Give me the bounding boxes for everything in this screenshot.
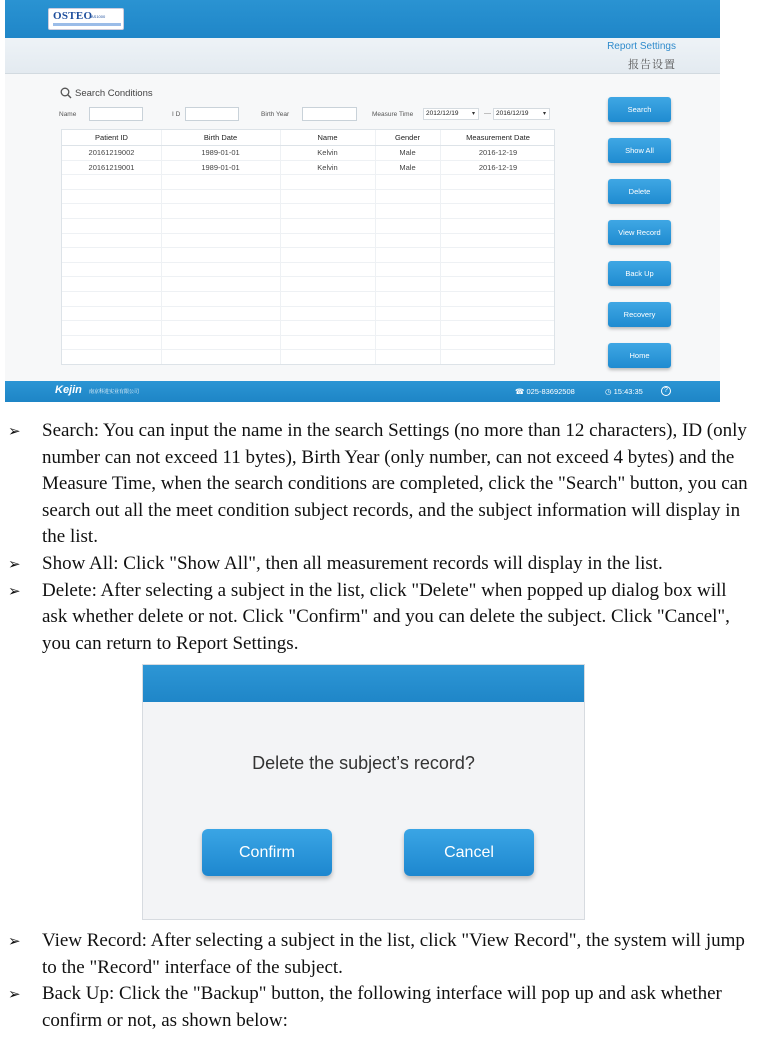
table-row[interactable] [62,204,554,219]
name-label: Name [59,111,77,118]
bullet-search [8,418,748,551]
bullet-view-record-text: View Record: After selecting a subject in the list, click "View Record", the system will jump to the "Record" interface of the subject. [42,930,745,978]
bullet-delete [8,578,748,658]
patient-id-cell: 20161219002 [88,148,135,157]
status-bar [5,381,720,402]
gender-cell: Male [399,148,416,157]
bullet-arrow-icon: ➢ [8,985,21,1004]
column-header[interactable]: Patient ID [95,133,128,142]
column-header[interactable]: Measurement Date [466,133,530,142]
brand-company-name: 南京科进实业有限公司 [89,389,140,395]
logo-tagline-bar [53,23,121,26]
table-row[interactable] [62,336,554,351]
birth-date-cell: 1989-01-01 [201,148,240,157]
logo-text: OSTEO [53,10,93,22]
bullet-arrow-icon: ➢ [8,581,21,600]
page-title: Report Settings [607,41,676,52]
date-separator: — [484,110,491,117]
records-table [61,129,555,365]
view-record-button[interactable]: View Record [608,220,671,245]
instructions-part-2 [8,928,748,1034]
dialog-message: Delete the subject’s record? [252,753,475,773]
id-input[interactable] [185,107,239,121]
bullet-arrow-icon: ➢ [8,422,21,440]
page-header [5,38,720,74]
app-top-bar [5,0,720,38]
column-header[interactable]: Gender [394,133,421,142]
table-row[interactable] [62,234,554,249]
recovery-button[interactable]: Recovery [608,302,671,327]
name-cell: Kelvin [317,148,338,157]
table-row[interactable] [62,161,554,176]
date-to-select[interactable] [493,108,550,120]
phone-number [515,387,575,396]
bullet-back-up-text: Back Up: Click the "Backup" button, the following interface will pop up and ask whether confirm or not, as shown below: [42,983,722,1031]
search-conditions-text: Search Conditions [75,87,153,99]
phone-number-text: 025-83692508 [526,387,575,396]
id-label: I D [172,111,181,118]
date-from-select[interactable] [423,108,479,120]
chevron-down-icon: ▾ [471,111,475,117]
home-button[interactable]: Home [608,343,671,368]
clock-icon: ◷ [605,387,612,396]
table-row[interactable] [62,277,554,292]
bullet-back-up [8,981,748,1034]
birth-date-cell: 1989-01-01 [201,162,240,172]
delete-dialog-screenshot [142,664,585,920]
table-row[interactable] [62,307,554,322]
bullet-show-all-text: Show All: Click "Show All", then all measurement records will display in the list. [42,552,663,574]
bullet-search-text: Search: You can input the name in the search Settings (no more than 12 characters), ID (only number can not exceed 11 bytes), Birth Year (only number, can not exceed 4 bytes) and the Measure Time, when the search conditions are completed, click the "Search" button, you can search out all the meet condition subject records, and the subject information will display in the list. [42,420,748,548]
measurement-date-cell: 2016-12-19 [478,162,518,172]
bullet-arrow-icon: ➢ [8,554,21,573]
bullet-view-record [8,928,748,981]
back-up-button[interactable]: Back Up [608,261,671,286]
help-icon[interactable]: ? [661,386,671,396]
table-row[interactable] [62,146,554,161]
bullet-arrow-icon: ➢ [8,932,21,950]
chevron-down-icon: ▾ [542,111,546,117]
table-row[interactable] [62,248,554,263]
date-from-value: 2012/12/19 [426,110,459,117]
table-header [62,130,554,146]
osteo-logo [48,8,124,30]
column-header[interactable]: Birth Date [203,133,238,142]
table-row[interactable] [62,321,554,336]
name-input[interactable] [89,107,143,121]
measurement-date-cell: 2016-12-19 [478,148,518,157]
clock-time: 15:43:35 [613,387,643,396]
clock [605,387,643,396]
name-cell: Kelvin [317,162,338,172]
search-icon [60,87,72,99]
brand-logo: Kejin [55,384,82,396]
table-row[interactable] [62,219,554,234]
cancel-button[interactable]: Cancel [404,829,534,876]
instructions-part-1 [8,418,748,657]
logo-model: AS1000 [91,14,106,19]
date-to-value: 2016/12/19 [496,110,529,117]
birth-year-label: Birth Year [261,111,290,118]
table-row[interactable] [62,292,554,307]
confirm-button[interactable]: Confirm [202,829,332,876]
patient-id-cell: 20161219001 [88,162,135,172]
report-settings-screenshot [5,0,720,402]
measure-time-label: Measure Time [372,111,414,118]
page-title-cn: 报告设置 [628,58,676,71]
phone-icon: ☎ [515,387,525,396]
dialog-top-bar [143,665,584,702]
bullet-delete-text: Delete: After selecting a subject in the list, click "Delete" when popped up dialog box will ask whether delete or not. Click "Confirm" and you can delete the subject. Click "Cancel", you can return to Report Settings. [42,579,730,654]
gender-cell: Male [399,162,416,172]
show-all-button[interactable]: Show All [608,138,671,163]
column-header[interactable]: Name [317,133,338,142]
search-conditions-label [60,87,153,99]
bullet-show-all [8,551,748,578]
table-row[interactable] [62,190,554,205]
table-row[interactable] [62,175,554,190]
table-row[interactable] [62,263,554,278]
search-button[interactable]: Search [608,97,671,122]
birth-year-input[interactable] [302,107,357,121]
delete-button[interactable]: Delete [608,179,671,204]
